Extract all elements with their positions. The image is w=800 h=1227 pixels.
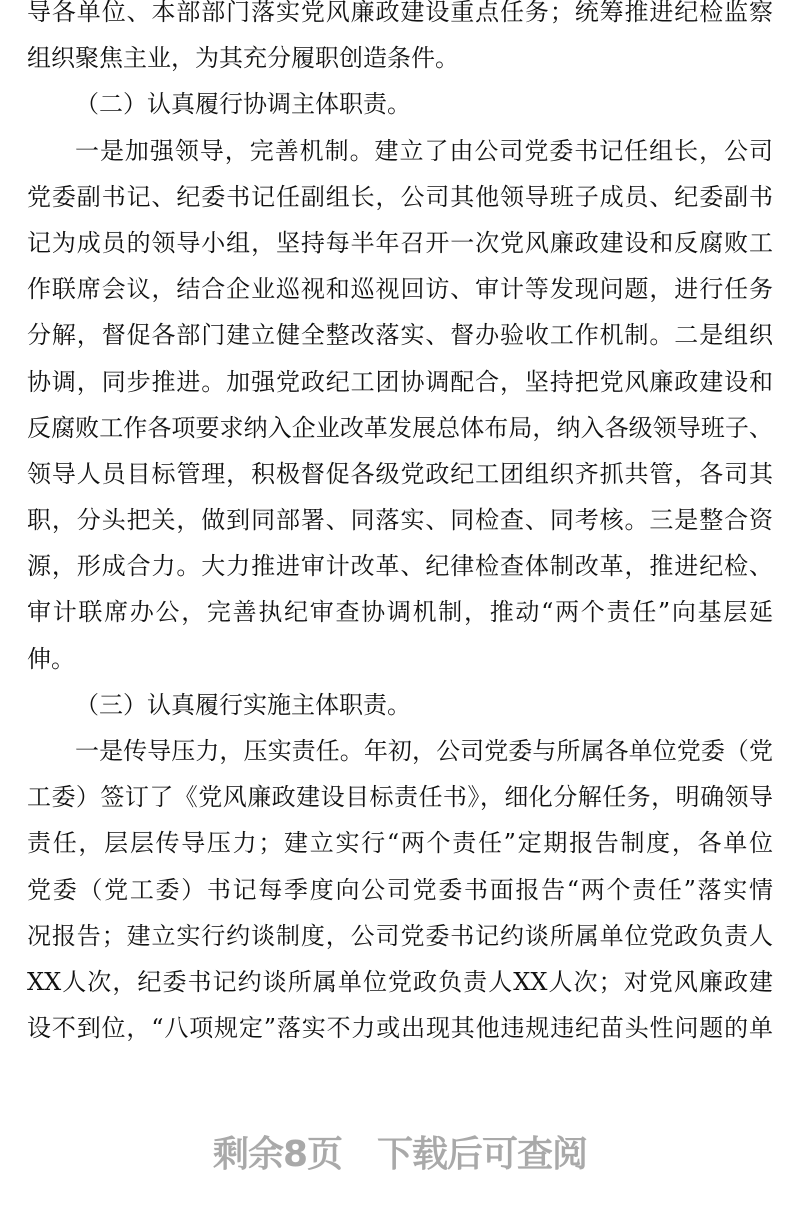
- text-line: 党委（党工委）书记每季度向公司党委书面报告“两个责任”落实情: [27, 875, 773, 904]
- remaining-pages-notice[interactable]: 剩余8页 下载后可查阅: [212, 1134, 588, 1175]
- text-line: 责任，层层传导压力；建立实行“两个责任”定期报告制度，各单位: [27, 829, 773, 858]
- text-line: 一是传导压力，压实责任。年初，公司党委与所属各单位党委（党: [75, 737, 773, 765]
- text-line: 记为成员的领导小组，坚持每半年召开一次党风廉政建设和反腐败工: [27, 228, 773, 257]
- section-heading: （三）认真履行实施主体职责。: [75, 690, 411, 719]
- text-line: 审计联席办公，完善执纪审查协调机制，推动“两个责任”向基层延: [27, 598, 773, 627]
- text-line: 作联席会议，结合企业巡视和巡视回访、审计等发现问题，进行任务: [27, 275, 773, 304]
- text-line: 导各单位、本部部门落实党风廉政建设重点任务；统筹推进纪检监察: [27, 0, 773, 26]
- text-line: 组织聚焦主业，为其充分履职创造条件。: [27, 44, 459, 73]
- text-line: 工委）签订了《党风廉政建设目标责任书》，细化分解任务，明确领导: [27, 783, 773, 812]
- text-line: 一是加强领导，完善机制。建立了由公司党委书记任组长，公司: [75, 136, 773, 165]
- text-line: 分解，督促各部门建立健全整改落实、督办验收工作机制。二是组织: [27, 321, 773, 350]
- text-line: 领导人员目标管理，积极督促各级党政纪工团组织齐抓共管，各司其: [27, 459, 773, 488]
- text-line: 源，形成合力。大力推进审计改革、纪律检查体制改革，推进纪检、: [27, 552, 773, 581]
- text-line: 职，分头把关，做到同部署、同落实、同检查、同考核。三是整合资: [27, 506, 773, 535]
- text-line: 反腐败工作各项要求纳入企业改革发展总体布局，纳入各级领导班子、: [27, 413, 773, 442]
- text-line: 党委副书记、纪委书记任副组长，公司其他领导班子成员、纪委副书: [27, 182, 773, 211]
- text-line: 伸。: [27, 644, 75, 673]
- text-line: 设不到位，“八项规定”落实不力或出现其他违规违纪苗头性问题的单: [27, 1014, 773, 1043]
- section-heading: （二）认真履行协调主体职责。: [75, 90, 411, 119]
- text-line: XX人次，纪委书记约谈所属单位党政负责人XX人次；对党风廉政建: [27, 967, 773, 996]
- text-line: 协调，同步推进。加强党政纪工团协调配合，坚持把党风廉政建设和: [27, 367, 773, 396]
- text-line: 况报告；建立实行约谈制度，公司党委书记约谈所属单位党政负责人: [27, 921, 773, 950]
- document-body: [27, 0, 773, 1051]
